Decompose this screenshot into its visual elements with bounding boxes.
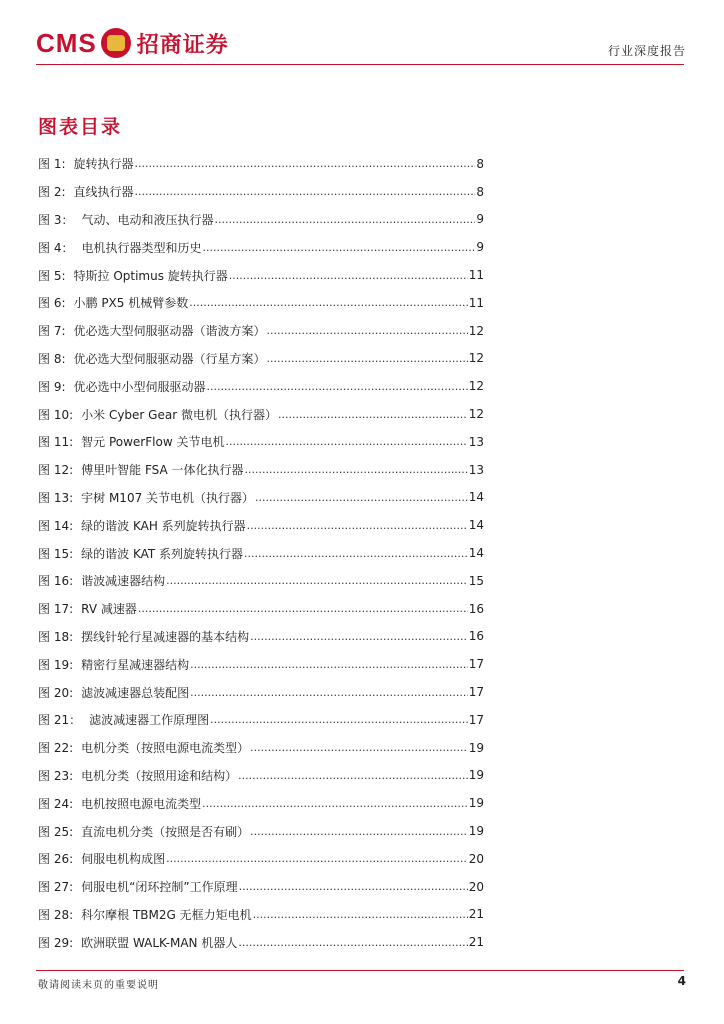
toc-entry[interactable] [38,400,484,428]
toc-entry[interactable] [38,789,484,817]
toc-entry[interactable] [38,511,484,539]
footer-divider [36,970,684,971]
toc-title: 图表目录 [38,116,123,138]
toc-entry-page: 21 [468,907,484,922]
toc-entry-label: 图 6: [38,296,66,311]
toc-entry-label: 图 23: [38,768,74,783]
toc-leader-dots [244,547,468,560]
toc-entry-page: 16 [468,601,484,616]
header-divider [36,64,684,65]
toc-entry-title: 伺服电机构成图 [81,852,166,867]
toc-leader-dots [229,269,468,282]
toc-entry-title: 滤波减速器总装配图 [81,685,190,700]
toc-entry-page: 13 [468,462,484,477]
toc-entry-title: 电机按照电源电流类型 [81,796,202,811]
toc-entry-title: 优必选中小型伺服驱动器 [73,379,206,394]
toc-entry-title: 旋转执行器 [73,157,134,172]
toc-entry-page: 13 [468,434,484,449]
toc-entry[interactable] [38,595,484,623]
toc-leader-dots [190,686,468,699]
toc-entry-page: 20 [468,851,484,866]
toc-entry-page: 16 [468,629,484,644]
toc-leader-dots [250,630,468,643]
toc-entry[interactable] [38,317,484,345]
toc-leader-dots [166,852,468,865]
toc-entry-page: 21 [468,935,484,950]
toc-entry-page: 14 [468,518,484,533]
toc-entry[interactable] [38,456,484,484]
toc-entry-label: 图 29: [38,935,74,950]
toc-entry[interactable] [38,762,484,790]
toc-entry[interactable] [38,623,484,651]
toc-entry-label: 图 3： [38,212,74,227]
toc-entry[interactable] [38,150,484,178]
toc-entry[interactable] [38,539,484,567]
toc-entry-page: 17 [468,685,484,700]
toc-entry[interactable] [38,706,484,734]
toc-entry-page: 14 [468,546,484,561]
toc-leader-dots [135,185,476,198]
toc-leader-dots [207,380,468,393]
toc-entry-page: 17 [468,712,484,727]
toc-entry-title: 小米 Cyber Gear 微电机（执行器） [81,407,277,422]
toc-entry-label: 图 15: [38,546,74,561]
toc-leader-dots [225,435,467,448]
page-header [36,24,688,68]
company-logo [36,26,229,60]
toc-entry-title: 特斯拉 Optimus 旋转执行器 [73,268,228,283]
toc-entry[interactable] [38,206,484,234]
toc-entry-label: 图 19: [38,657,74,672]
toc-entry-label: 图 1: [38,157,66,172]
toc-entry[interactable] [38,289,484,317]
toc-leader-dots [250,741,468,754]
toc-leader-dots [238,769,468,782]
toc-leader-dots [202,797,468,810]
toc-entry-label: 图 7: [38,324,66,339]
toc-entry-title: 伺服电机“闭环控制”工作原理 [81,880,238,895]
toc-entry[interactable] [38,845,484,873]
toc-entry[interactable] [38,678,484,706]
toc-entry-page: 12 [468,407,484,422]
report-type: 行业深度报告 [607,44,686,58]
toc-entry-page: 14 [468,490,484,505]
toc-entry-title: 科尔摩根 TBM2G 无框力矩电机 [81,907,252,922]
page-number: 4 [677,974,686,988]
toc-entry[interactable] [38,567,484,595]
toc-entry[interactable] [38,928,484,956]
toc-entry-title: 电机分类（按照用途和结构） [81,768,238,783]
toc-leader-dots [239,880,468,893]
toc-entry-title: 摆线针轮行星减速器的基本结构 [81,629,250,644]
toc-entry-page: 8 [476,184,484,199]
toc-entry[interactable] [38,178,484,206]
toc-leader-dots [250,825,468,838]
toc-entry-title: 气动、电动和液压执行器 [81,212,214,227]
logo-company-name: 招商证券 [136,31,229,58]
toc-entry-page: 17 [468,657,484,672]
toc-entry-page: 8 [476,156,484,171]
toc-entry-title: 欧洲联盟 WALK-MAN 机器人 [81,935,238,950]
toc-entry-label: 图 17: [38,602,74,617]
toc-entry-label: 图 25: [38,824,74,839]
logo-badge-icon [101,28,131,58]
toc-entry-label: 图 22: [38,741,74,756]
toc-leader-dots [253,908,468,921]
toc-entry-page: 12 [468,323,484,338]
toc-entry-label: 图 28: [38,907,74,922]
toc-entry-label: 图 16: [38,574,74,589]
toc-entry[interactable] [38,901,484,929]
toc-entry-label: 图 27: [38,880,74,895]
toc-entry-label: 图 12: [38,463,74,478]
toc-entry[interactable] [38,817,484,845]
toc-entry-label: 图 5: [38,268,66,283]
toc-entry-title: 傅里叶智能 FSA 一体化执行器 [81,463,244,478]
toc-entry-label: 图 2: [38,185,66,200]
toc-leader-dots [255,491,468,504]
toc-entry[interactable] [38,873,484,901]
toc-entry-label: 图 24: [38,796,74,811]
toc-entry[interactable] [38,233,484,261]
toc-entry-title: 直线执行器 [73,185,134,200]
toc-entry-label: 图 10: [38,407,74,422]
toc-entry[interactable] [38,261,484,289]
toc-leader-dots [247,519,468,532]
toc-entry-page: 12 [468,351,484,366]
toc-entry-page: 9 [476,240,484,255]
toc-entry-label: 图 11: [38,435,74,450]
toc-leader-dots [278,408,468,421]
toc-entry[interactable] [38,650,484,678]
toc-entry-label: 图 4： [38,240,74,255]
toc-entry-label: 图 13: [38,490,74,505]
toc-entry-page: 11 [468,295,484,310]
toc-entry-page: 19 [468,768,484,783]
toc-entry-label: 图 20: [38,685,74,700]
toc-entry-page: 9 [476,212,484,227]
toc-leader-dots [138,602,468,615]
toc-entry-label: 图 26: [38,852,74,867]
toc-entry-page: 11 [468,268,484,283]
toc-entry-title: RV 减速器 [81,602,137,617]
toc-entry-label: 图 18: [38,629,74,644]
toc-entry-label: 图 14: [38,518,74,533]
toc-entry[interactable] [38,734,484,762]
toc-entry-title: 绿的谐波 KAT 系列旋转执行器 [81,546,244,561]
toc-list [38,150,484,956]
toc-entry-page: 20 [468,879,484,894]
toc-leader-dots [135,157,476,170]
toc-leader-dots [166,574,468,587]
toc-leader-dots [202,241,475,254]
toc-entry-page: 15 [468,573,484,588]
toc-entry-title: 小鹏 PX5 机械臂参数 [73,296,189,311]
toc-entry-title: 优必选大型伺服驱动器（行星方案） [73,351,266,366]
toc-leader-dots [238,936,467,949]
toc-leader-dots [267,324,468,337]
toc-entry-title: 精密行星减速器结构 [81,657,190,672]
toc-entry-label: 图 21： [38,713,82,728]
logo-cms-text: CMS [36,27,97,58]
toc-entry-title: 优必选大型伺服驱动器（谐波方案） [73,324,266,339]
toc-entry-title: 直流电机分类（按照是否有刷） [81,824,250,839]
toc-entry-title: 谐波减速器结构 [81,574,166,589]
toc-entry-title: 智元 PowerFlow 关节电机 [81,435,225,450]
toc-entry[interactable] [38,484,484,512]
toc-entry-title: 电机执行器类型和历史 [81,240,202,255]
toc-entry-page: 19 [468,796,484,811]
toc-entry-page: 19 [468,824,484,839]
toc-entry-title: 滤波减速器工作原理图 [89,713,210,728]
toc-entry-page: 12 [468,379,484,394]
toc-entry-title: 电机分类（按照电源电流类型） [81,741,250,756]
toc-leader-dots [190,658,468,671]
toc-leader-dots [210,713,468,726]
toc-entry[interactable] [38,345,484,373]
toc-leader-dots [245,463,468,476]
toc-leader-dots [267,352,468,365]
toc-leader-dots [214,213,475,226]
toc-entry[interactable] [38,372,484,400]
toc-leader-dots [189,296,467,309]
toc-entry-title: 绿的谐波 KAH 系列旋转执行器 [81,518,246,533]
toc-entry[interactable] [38,428,484,456]
toc-entry-label: 图 9: [38,379,66,394]
toc-entry-page: 19 [468,740,484,755]
footer-disclaimer: 敬请阅读末页的重要说明 [38,980,159,991]
toc-entry-label: 图 8: [38,351,66,366]
toc-entry-title: 宇树 M107 关节电机（执行器） [81,490,255,505]
